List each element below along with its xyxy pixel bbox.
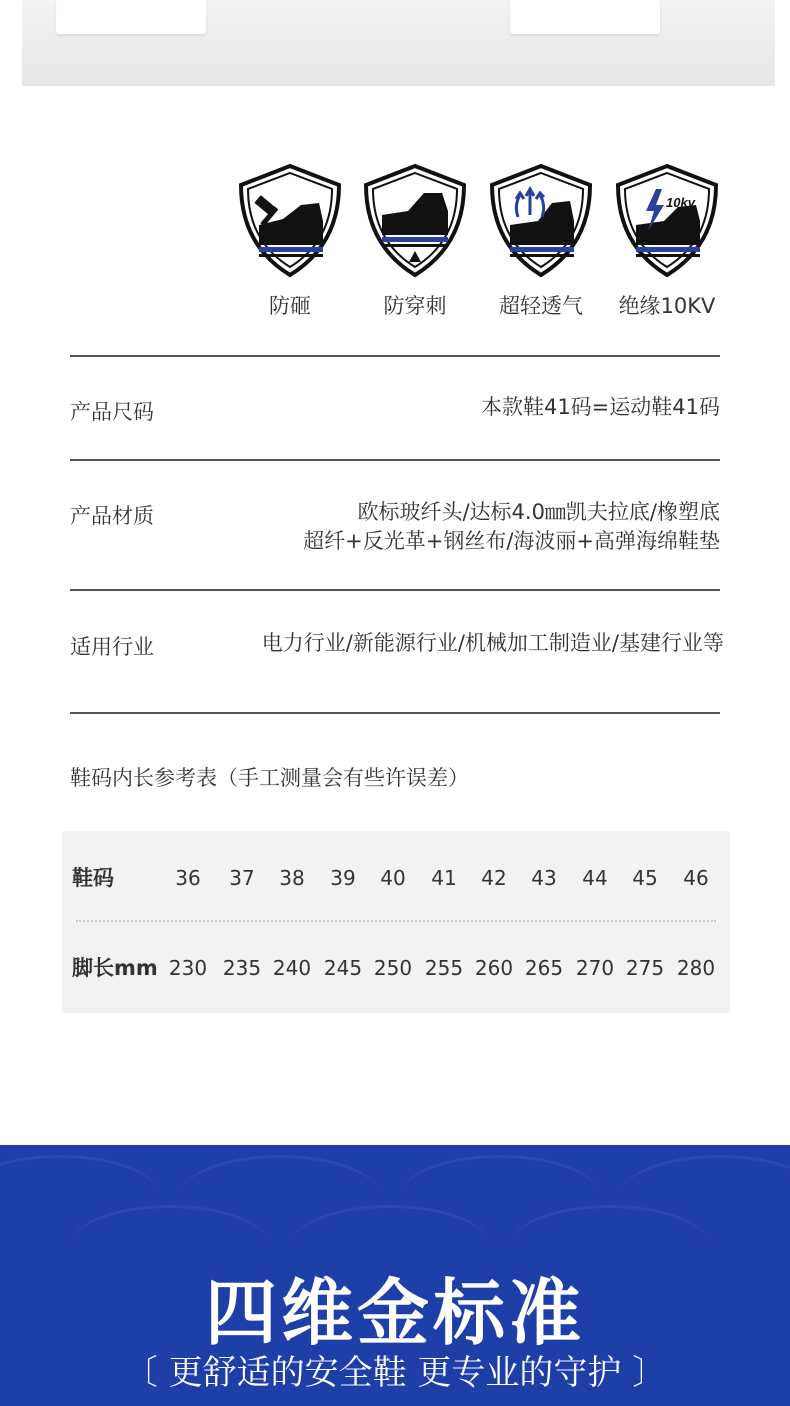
length-cell: 260: [474, 956, 514, 980]
length-cell: 250: [373, 956, 413, 980]
material-label: 产品材质: [70, 504, 154, 528]
standard-banner: [0, 1145, 790, 1406]
banner-title: 四维金标准: [204, 1271, 585, 1355]
length-cell: 230: [168, 956, 208, 980]
breathable-icon: [486, 163, 596, 278]
top-product-banner: [22, 0, 775, 86]
length-cell: 240: [272, 956, 312, 980]
size-cell: 40: [380, 866, 406, 890]
material-line-2: 超纤+反光革+钢丝布/海波丽+高弹海绵鞋垫: [303, 529, 720, 553]
size-cell: 36: [175, 866, 201, 890]
industry-label: 适用行业: [70, 635, 154, 659]
divider: [70, 355, 720, 357]
length-cell: 265: [524, 956, 564, 980]
size-cell: 43: [531, 866, 557, 890]
length-cell: 275: [625, 956, 665, 980]
product-base-left: [56, 0, 206, 34]
feature-label: 超轻透气: [499, 294, 583, 318]
length-cell: 255: [424, 956, 464, 980]
length-cell: 245: [323, 956, 363, 980]
feature-label: 防砸: [269, 294, 311, 318]
length-cell: 280: [676, 956, 716, 980]
feature-label: 防穿刺: [383, 294, 447, 318]
material-line-1: 欧标玻纤头/达标4.0㎜凯夫拉底/橡塑底: [357, 500, 720, 524]
divider: [70, 589, 720, 591]
size-row: [62, 858, 730, 898]
size-cell: 37: [229, 866, 255, 890]
size-cell: 39: [330, 866, 356, 890]
anti-smash-icon: [235, 163, 345, 278]
size-value: 本款鞋41码=运动鞋41码: [480, 395, 720, 419]
feature-insulation: [612, 163, 722, 320]
size-cell: 46: [683, 866, 709, 890]
product-base-right: [510, 0, 660, 34]
size-cell: 38: [279, 866, 305, 890]
size-cell: 44: [582, 866, 608, 890]
length-row-label: 脚长mm: [72, 956, 158, 980]
divider: [70, 712, 720, 714]
industry-value: 电力行业/新能源行业/机械加工制造业/基建行业等: [261, 631, 724, 655]
voltage-badge: 10kv: [666, 195, 695, 210]
feature-anti-puncture: [360, 163, 470, 320]
length-row: [62, 948, 730, 988]
divider: [70, 459, 720, 461]
size-chart-title: 鞋码内长参考表（手工测量会有些许误差）: [70, 766, 469, 790]
length-cell: 235: [222, 956, 262, 980]
feature-breathable: [486, 163, 596, 320]
size-chart-table: [62, 831, 730, 1013]
size-cell: 41: [431, 866, 457, 890]
feature-label: 绝缘10KV: [618, 294, 716, 318]
size-cell: 42: [481, 866, 507, 890]
feature-anti-smash: [235, 163, 345, 320]
size-row-label: 鞋码: [72, 866, 114, 890]
length-cell: 270: [575, 956, 615, 980]
size-cell: 45: [632, 866, 658, 890]
material-value: [303, 498, 720, 556]
row-separator: [76, 920, 716, 922]
size-label: 产品尺码: [70, 400, 154, 424]
banner-subtitle: 〔 更舒适的安全鞋 更专业的守护 〕: [123, 1353, 667, 1393]
anti-puncture-icon: [360, 163, 470, 278]
insulation-icon: [612, 163, 722, 278]
